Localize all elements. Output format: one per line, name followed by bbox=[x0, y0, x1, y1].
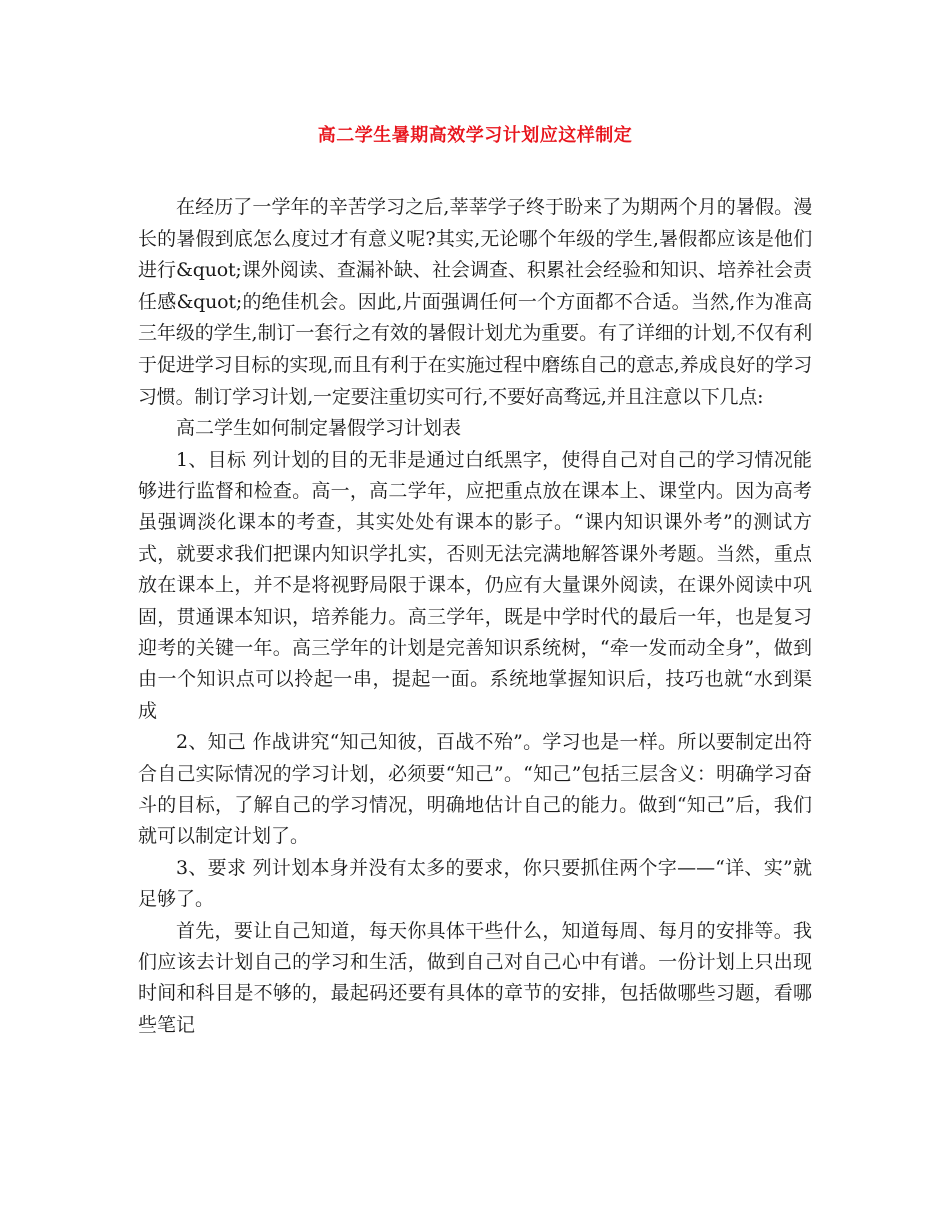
intro-paragraph: 在经历了一学年的辛苦学习之后,莘莘学子终于盼来了为期两个月的暑假。漫长的暑假到底怎么度过才有意义呢?其实,无论哪个年级的学生,暑假都应该是他们进行&quot;课外阅读、查漏补缺、社会调查、积累社会经验和知识、培养社会责任感&quot;的绝佳机会。因此,片面强调任何一个方面都不合适。当然,作为准高三年级的学生,制订一套行之有效的暑假计划尤为重要。有了详细的计划,不仅有利于促进学习目标的实现,而且有利于在实施过程中磨练自己的意志,养成良好的学习习惯。制订学习计划,一定要注重切实可行,不要好高骛远,并且注意以下几点: bbox=[138, 196, 812, 408]
document-body bbox=[138, 192, 812, 1041]
paragraph-first: 首先，要让自己知道，每天你具体干些什么，知道每周、每月的安排等。我们应该去计划自己的学习和生活，做到自己对自己心中有谱。一份计划上只出现时间和科目是不够的，最起码还要有具体的章节的安排，包括做哪些习题，看哪些笔记 bbox=[138, 919, 812, 1036]
document-title: 高二学生暑期高效学习计划应这样制定 bbox=[317, 125, 633, 146]
section-heading: 高二学生如何制定暑假学习计划表 bbox=[176, 417, 462, 440]
paragraph-goal: 1、目标 列计划的目的无非是通过白纸黑字，使得自己对自己的学习情况能够进行监督和检查。高一，高二学年，应把重点放在课本上、课堂内。因为高考虽强调淡化课本的考查，其实处处有课本的影子。“课内知识课外考”的测试方式，就要求我们把课内知识学扎实，否则无法完满地解答课外考题。当然，重点放在课本上，并不是将视野局限于课本，仍应有大量课外阅读，在课外阅读中巩固，贯通课本知识，培养能力。高三学年，既是中学时代的最后一年，也是复习迎考的关键一年。高三学年的计划是完善知识系统树，“牵一发而动全身”，做到由一个知识点可以拎起一串，提起一面。系统地掌握知识后，技巧也就“水到渠成 bbox=[138, 448, 812, 722]
paragraph-know-yourself: 2、知己 作战讲究“知己知彼，百战不殆”。学习也是一样。所以要制定出符合自己实际情况的学习计划，必须要“知己”。“知己”包括三层含义：明确学习奋斗的目标，了解自己的学习情况，明确地估计自己的能力。做到“知己”后，我们就可以制定计划了。 bbox=[138, 731, 812, 848]
paragraph-requirements: 3、要求 列计划本身并没有太多的要求，你只要抓住两个字——“详、实”就足够了。 bbox=[138, 856, 812, 911]
